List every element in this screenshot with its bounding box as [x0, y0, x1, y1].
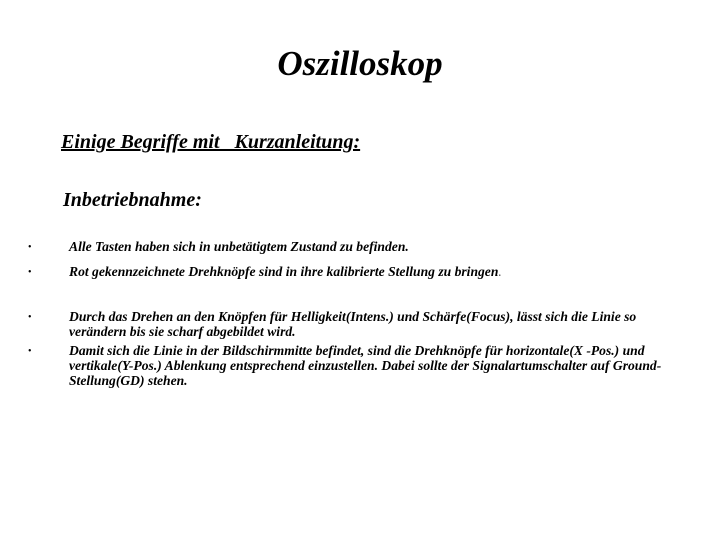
bullet-text-main: Rot gekennzeichnete Drehknöpfe sind in ihre kalibrierte Stellung zu bringen	[69, 264, 499, 279]
bullet-text: Alle Tasten haben sich in unbetätigtem Zustand zu befinden.	[69, 239, 409, 254]
slide-title	[0, 44, 720, 84]
slide-subtitle: Einige Begriffe mit Kurzanleitung:	[61, 131, 361, 153]
bullet-text: Damit sich die Linie in der Bildschirmmitte befindet, sind die Drehknöpfe für horizontale(X -Pos.) und vertikale(Y-Pos.) Ablenkung entsprechend einzustellen. Dabei sollte der Signalartumschalter auf Ground-Stellung(GD) stehen.	[69, 343, 662, 388]
bullet-dot-icon: •	[28, 267, 32, 278]
bullet-text-period: .	[498, 264, 502, 279]
slide-title-text: Oszilloskop	[277, 44, 443, 83]
section-heading: Inbetriebnahme:	[63, 189, 202, 211]
bullet-text	[69, 264, 687, 279]
bullet-dot-icon: •	[28, 312, 32, 323]
bullet-dot-icon: •	[28, 346, 32, 357]
bullet-dot-icon: •	[28, 242, 32, 253]
bullet-text: Durch das Drehen an den Knöpfen für Helligkeit(Intens.) und Schärfe(Focus), lässt sich die Linie so verändern bis sie scharf abgebildet wird.	[69, 309, 637, 339]
